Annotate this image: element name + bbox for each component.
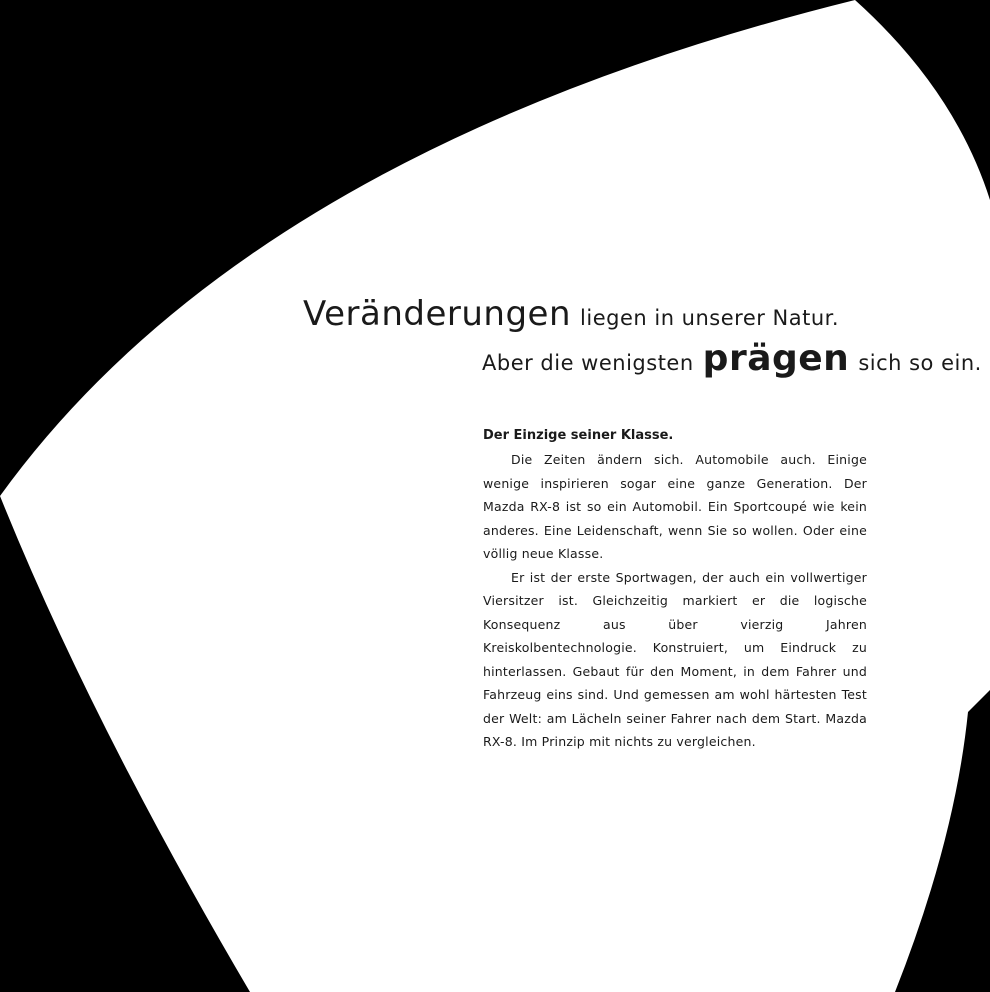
body-paragraph-2: Er ist der erste Sportwagen, der auch ein vollwertiger Viersitzer ist. Gleichzeitig markiert er die logische Konsequenz aus über vierzig Jahren Kreiskolbentechnologie. Konstruiert, um Eindruck zu hinterlassen. Gebaut für den Moment, in dem Fahrer und Fahrzeug eins sind. Und gemessen am wohl härtesten Test der Welt: am Lächeln seiner Fahrer nach dem Start. Mazda RX-8. Im Prinzip mit nichts zu vergleichen. xyxy=(483,569,867,749)
headline-text-liegen: liegen in unserer Natur. xyxy=(580,306,840,330)
headline-text-aber: Aber die wenigsten xyxy=(482,351,694,375)
headline-line-1 xyxy=(303,294,839,334)
headline-line-2 xyxy=(482,338,982,379)
headline-word-veraenderungen: Veränderungen xyxy=(303,294,572,334)
body-paragraph-1: Die Zeiten ändern sich. Automobile auch. Einige wenige inspirieren sogar eine ganze Generation. Der Mazda RX-8 ist so ein Automobil. Ein Sportcoupé wie kein anderes. Eine Leidenschaft, wenn Sie so wollen. Oder eine völlig neue Klasse. xyxy=(483,452,867,561)
body-copy xyxy=(483,424,867,754)
headline-word-praegen: prägen xyxy=(702,338,850,379)
body-title: Der Einzige seiner Klasse. xyxy=(483,428,674,443)
headline-text-sich-so-ein: sich so ein. xyxy=(858,351,982,375)
